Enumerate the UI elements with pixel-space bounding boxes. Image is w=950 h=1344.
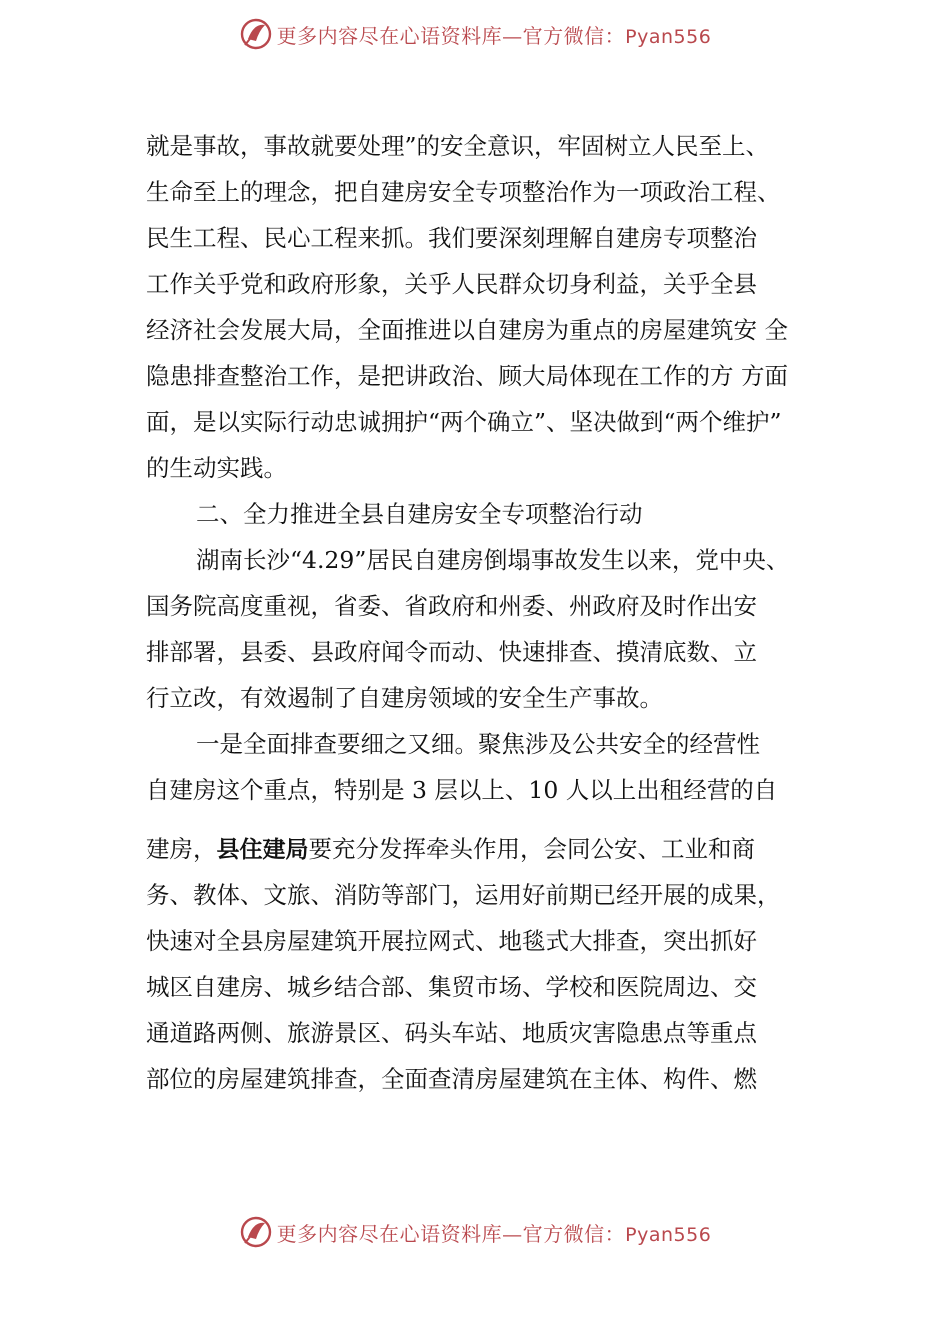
- paragraph-line: 生命至上的理念，把自建房安全专项整治作为一项政治工程、: [146, 178, 781, 206]
- paragraph-line-mixed: [146, 819, 846, 872]
- paragraph-line: 工作关乎党和政府形象，关乎人民群众切身利益，关乎全县: [146, 270, 757, 298]
- paragraph-line: 自建房这个重点，特别是 3 层以上、10 人以上出租经营的自: [146, 776, 778, 804]
- brand-logo-icon: [239, 17, 273, 51]
- paragraph-line: 国务院高度重视，省委、省政府和州委、州政府及时作出安: [146, 592, 757, 620]
- header-watermark-banner: [0, 14, 950, 54]
- section-heading: 二、全力推进全县自建房安全专项整治行动: [196, 500, 643, 528]
- banner-wechat-id: Pyan556: [625, 1223, 712, 1246]
- paragraph-line: 部位的房屋建筑排查，全面查清房屋建筑在主体、构件、燃: [146, 1065, 757, 1093]
- paragraph-line: 的生动实践。: [146, 454, 287, 482]
- paragraph-line: 民生工程、民心工程来抓。我们要深刻理解自建房专项整治: [146, 224, 757, 252]
- bold-org-name: 县住建局: [216, 837, 309, 863]
- brand-logo-icon: [239, 1215, 273, 1249]
- paragraph-line: 城区自建房、城乡结合部、集贸市场、学校和医院周边、交: [146, 973, 757, 1001]
- document-body: [146, 123, 846, 1102]
- paragraph-line: 行立改，有效遏制了自建房领域的安全生产事故。: [146, 684, 663, 712]
- text-run: 建房，: [146, 835, 217, 863]
- paragraph-line: 经济社会发展大局，全面推进以自建房为重点的房屋建筑安 全: [146, 316, 788, 344]
- paragraph-line: 通道路两侧、旅游景区、码头车站、地质灾害隐患点等重点: [146, 1019, 757, 1047]
- paragraph-line: 就是事故，事故就要处理”的安全意识，牢固树立人民至上、: [146, 132, 770, 160]
- paragraph-line: 隐患排查整治工作，是把讲政治、顾大局体现在工作的方 方面: [146, 362, 788, 390]
- paragraph-line: 排部署，县委、县政府闻令而动、快速排查、摸清底数、立: [146, 638, 757, 666]
- banner-wechat-id: Pyan556: [625, 25, 712, 48]
- footer-watermark-banner: [0, 1212, 950, 1252]
- paragraph-line: 务、教体、文旅、消防等部门，运用好前期已经开展的成果，: [146, 881, 781, 909]
- banner-text: 更多内容尽在心语资料库—官方微信：: [276, 23, 626, 48]
- text-run: 要充分发挥牵头作用，会同公安、工业和商: [308, 835, 755, 863]
- paragraph-line: 湖南长沙“4.29”居民自建房倒塌事故发生以来，党中央、: [196, 546, 790, 574]
- paragraph-line: 快速对全县房屋建筑开展拉网式、地毯式大排查，突出抓好: [146, 927, 757, 955]
- paragraph-line: 面，是以实际行动忠诚拥护“两个确立”、坚决做到“两个维护”: [146, 408, 782, 436]
- banner-text: 更多内容尽在心语资料库—官方微信：: [276, 1221, 626, 1246]
- paragraph-line: 一是全面排查要细之又细。聚焦涉及公共安全的经营性: [196, 730, 760, 758]
